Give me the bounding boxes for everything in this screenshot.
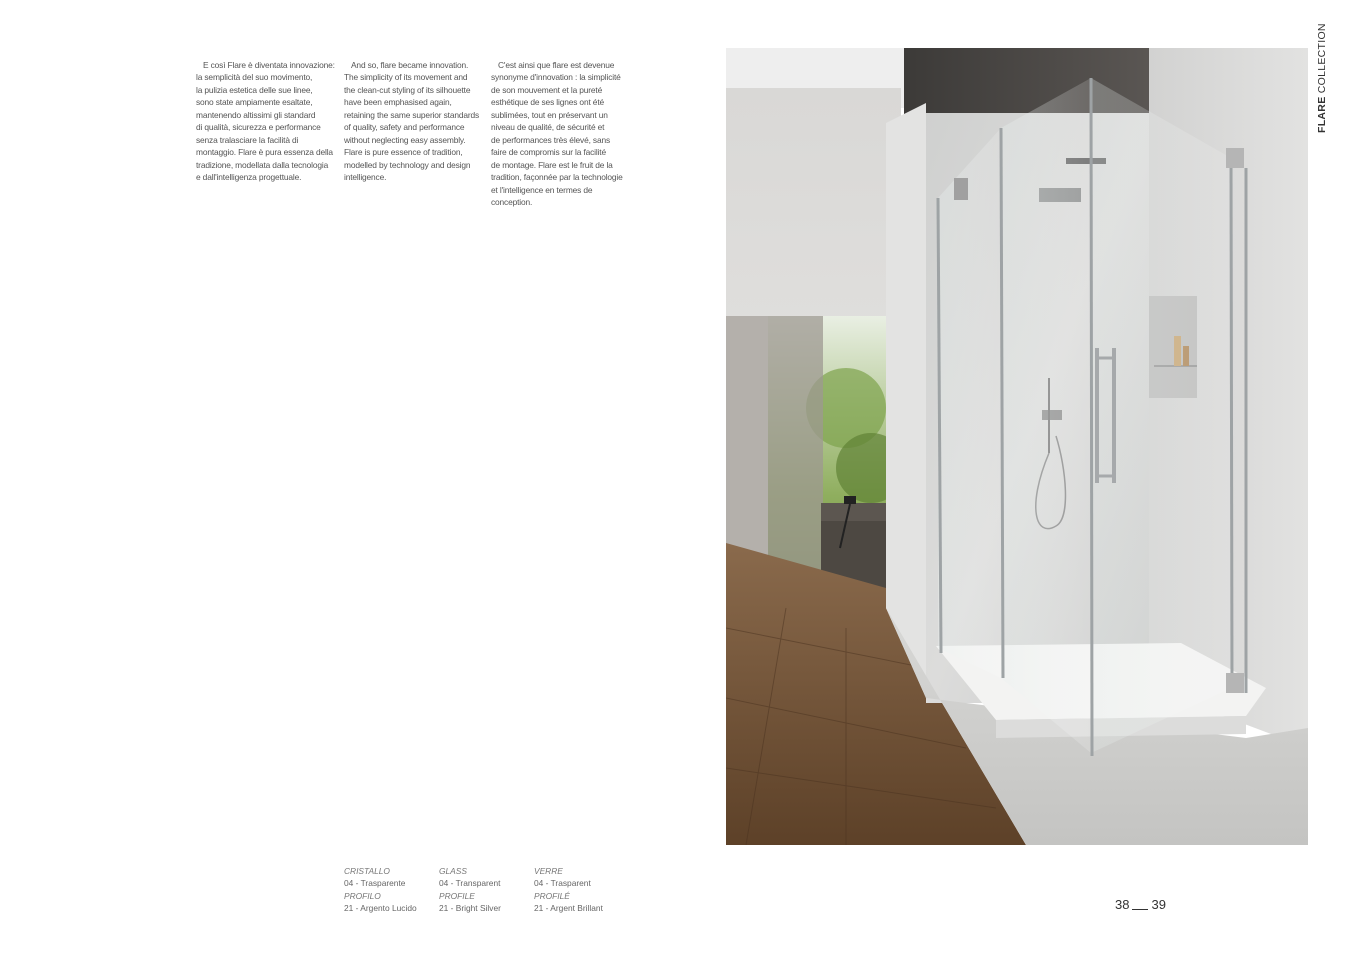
intro-text-italian-body: E così Flare è diventata innovazione: la semplicità del suo movimento, la pulizia estetica delle sue linee, sono state ampiamente esaltate, mantenendo altissimi gli standard di qualità, sicurezza e performance senza tralasciare la facilità di montaggio. Flare è pura essenza della tradizione, modellata dalla tecnologia e dall'intelligenza progettuale. xyxy=(196,59,335,182)
profile-value: 21 - Bright Silver xyxy=(439,902,501,913)
page-number-separator xyxy=(1132,909,1148,910)
page-number-left: 38 xyxy=(1115,897,1130,912)
glass-label: GLASS xyxy=(439,866,467,876)
spec-block-english xyxy=(439,866,501,914)
collection-brand: FLARE xyxy=(1316,96,1328,133)
glass-value: 04 - Trasparente xyxy=(344,877,406,888)
intro-text-french-body: C'est ainsi que flare est devenue synonyme d'innovation : la simplicité de son mouvement et la pureté esthétique de ses lignes ont été sublimées, tout en préservant un niveau de qualité, de sécurité et de performances très élevé, sans faire de compromis sur la facilité de montage. Flare est le fruit de la tradition, façonnée par la technologie et l'intelligence en termes de conception. xyxy=(491,59,623,207)
glass-label: VERRE xyxy=(534,866,563,876)
profile-label: PROFILE xyxy=(439,891,475,901)
intro-text-english-body: And so, flare became innovation. The simplicity of its movement and the clean-cut styling of its silhouette have been emphasised again, retaining the same superior standards of quality, safety and performance without neglecting easy assembly. Flare is pure essence of tradition, modelled by technology and design intelligence. xyxy=(344,59,480,182)
intro-text-english xyxy=(344,46,484,196)
glass-value: 04 - Transparent xyxy=(439,877,501,888)
glass-value: 04 - Trasparent xyxy=(534,877,591,888)
profile-label: PROFILÉ xyxy=(534,891,570,901)
collection-label xyxy=(1316,23,1328,133)
shower-enclosure-photo xyxy=(726,48,1308,845)
page-number-right: 39 xyxy=(1151,897,1166,912)
page-numbers xyxy=(1115,897,1166,912)
profile-value: 21 - Argento Lucido xyxy=(344,902,417,913)
spec-block-italian xyxy=(344,866,417,914)
profile-value: 21 - Argent Brillant xyxy=(534,902,603,913)
collection-word: COLLECTION xyxy=(1316,23,1328,94)
intro-text-french xyxy=(491,46,631,221)
spec-block-french xyxy=(534,866,603,914)
profile-label: PROFILO xyxy=(344,891,381,901)
glass-label: CRISTALLO xyxy=(344,866,390,876)
intro-text-italian xyxy=(196,46,336,196)
